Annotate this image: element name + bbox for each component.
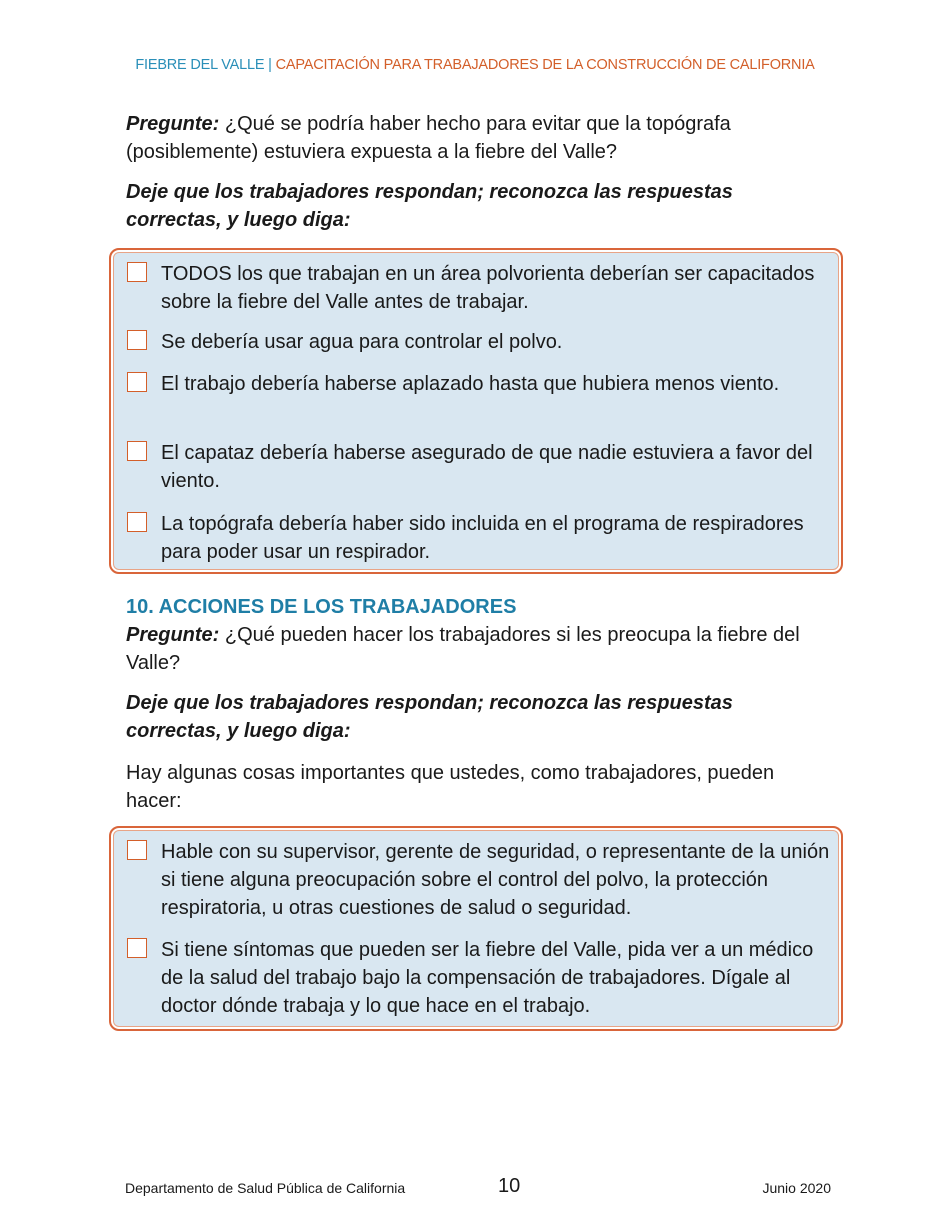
checkbox[interactable] [127, 840, 147, 860]
block1-text [126, 110, 831, 248]
checklist-item-text: Si tiene síntomas que pueden ser la fiebre del Valle, pida ver a un médico de la salud del trabajo bajo la compensación de trabajadores. Dígale al doctor dónde trabaja y lo que hace en el trabajo. [161, 939, 814, 1017]
footer-date: Junio 2020 [762, 1180, 831, 1196]
question-2 [126, 621, 831, 677]
instruction-1: Deje que los trabajadores respondan; reconozca las respuestas correctas, y luego diga: [126, 181, 733, 231]
answer-box-2 [109, 826, 843, 1031]
checklist-item-text: Hable con su supervisor, gerente de seguridad, o representante de la unión si tiene alguna preocupación sobre el control del polvo, la protección respiratoria, u otras cuestiones de salud o seguridad. [161, 841, 830, 919]
instruction-2: Deje que los trabajadores respondan; reconozca las respuestas correctas, y luego diga: [126, 692, 733, 742]
page-number: 10 [498, 1175, 521, 1197]
checkbox[interactable] [127, 372, 147, 392]
question-label: Pregunte: [126, 113, 220, 135]
header-title-left: FIEBRE DEL VALLE [135, 57, 265, 73]
section-title: 10. ACCIONES DE LOS TRABAJADORES [126, 596, 517, 618]
checklist-item-text: Se debería usar agua para controlar el polvo. [161, 331, 563, 353]
checklist-item-text: La topógrafa debería haber sido incluida en el programa de respiradores para poder usar un respirador. [161, 513, 804, 563]
checkbox[interactable] [127, 938, 147, 958]
checkbox[interactable] [127, 512, 147, 532]
question-text: ¿Qué pueden hacer los trabajadores si les preocupa la fiebre del Valle? [126, 624, 800, 674]
answer-box-1 [109, 248, 843, 574]
section10-text [126, 621, 831, 815]
checklist-item-text: El capataz debería haberse asegurado de que nadie estuviera a favor del viento. [161, 442, 813, 492]
checklist-item-text: El trabajo debería haberse aplazado hasta que hubiera menos viento. [161, 373, 780, 395]
checklist-item-text: TODOS los que trabajan en un área polvorienta deberían ser capacitados sobre la fiebre del Valle antes de trabajar. [161, 263, 815, 313]
checkbox[interactable] [127, 441, 147, 461]
intro-text: Hay algunas cosas importantes que ustedes, como trabajadores, pueden hacer: [126, 762, 775, 812]
checkbox[interactable] [127, 262, 147, 282]
question-text: ¿Qué se podría haber hecho para evitar que la topógrafa (posiblemente) estuviera expuesta a la fiebre del Valle? [126, 113, 731, 163]
checkbox[interactable] [127, 330, 147, 350]
header-separator: | [268, 57, 272, 73]
page-header [0, 57, 950, 73]
header-title-right: CAPACITACIÓN PARA TRABAJADORES DE LA CONSTRUCCIÓN DE CALIFORNIA [275, 57, 815, 73]
question-1 [126, 110, 831, 166]
footer-department: Departamento de Salud Pública de California [125, 1180, 406, 1196]
question-label: Pregunte: [126, 624, 220, 646]
